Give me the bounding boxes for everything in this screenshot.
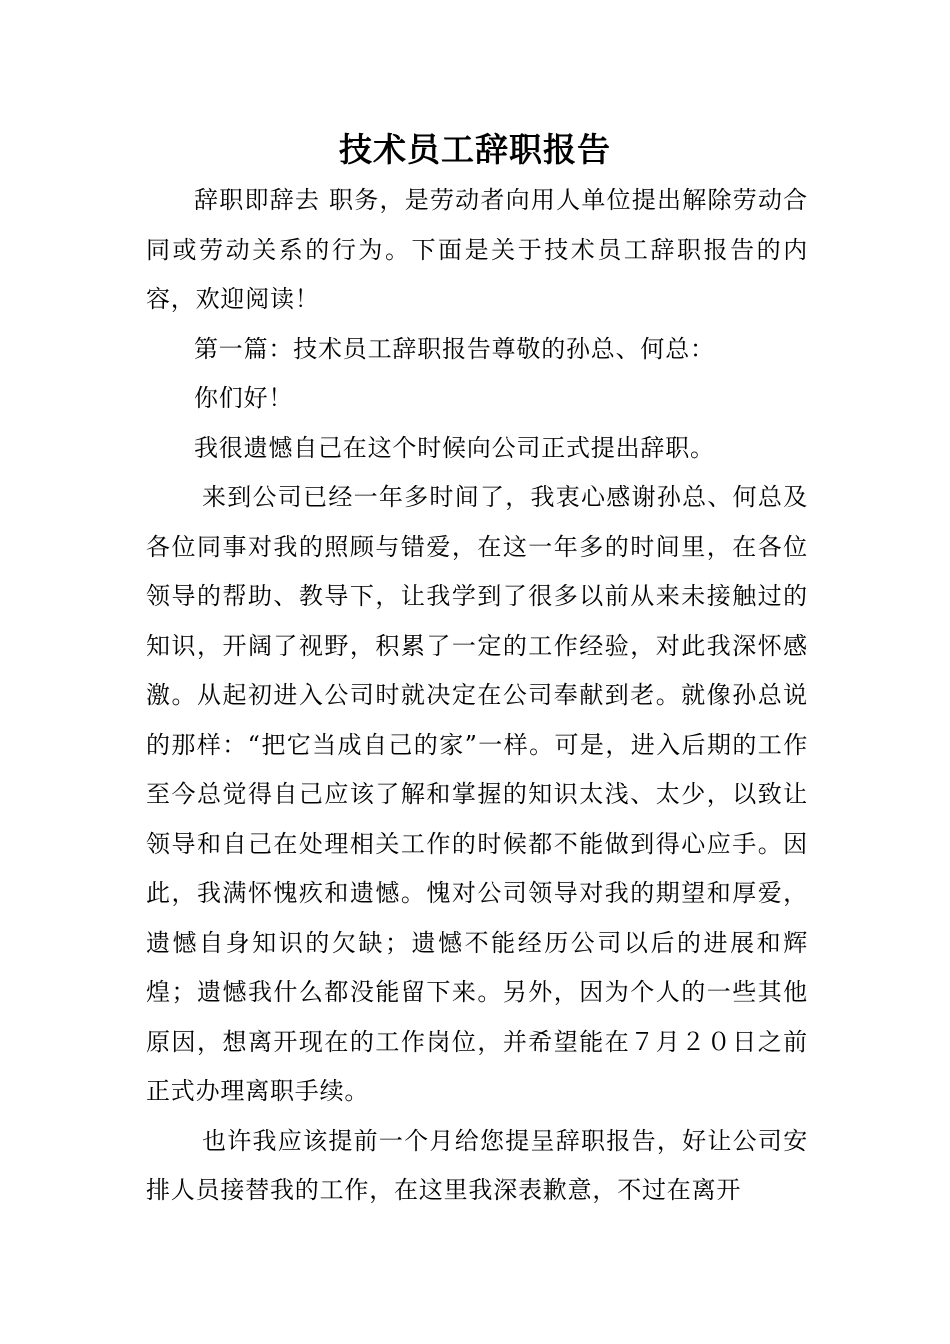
document-title: 技术员工辞职报告 bbox=[339, 130, 611, 169]
section-heading-paragraph: 第一篇：技术员工辞职报告尊敬的孙总、何总： bbox=[194, 334, 715, 363]
gratitude-paragraph: 来到公司已经一年多时间了，我衷心感谢孙总、何总及各位同事对我的照顾与错爱，在这一年多的时间里，在各位领导的帮助、教导下，让我学到了很多以前从来未接触过的知识，开阔了视野，积累了一定的工作经验，对此我深怀感激。从起初进入公司时就决定在公司奉献到老。就像孙总说的那样：“把它当成自己的家”一样。可是，进入后期的工作至今总觉得自己应该了解和掌握的知识太浅、太少，以致让领导和自己在处理相关工作的时候都不能做到得心应手。因此，我满怀愧疚和遗憾。愧对公司领导对我的期望和厚爱，遗憾自身知识的欠缺；遗憾不能经历公司以后的进展和辉煌；遗憾我什么都没能留下来。另外，因为个人的一些其他原因，想离开现在的工作岗位，并希望能在７月２０日之前正式办理离职手续。 bbox=[146, 483, 808, 1105]
apology-paragraph: 也许我应该提前一个月给您提呈辞职报告，好让公司安排人员接替我的工作，在这里我深表歉意，不过在离开 bbox=[146, 1126, 808, 1204]
document-body bbox=[146, 176, 808, 1216]
intro-paragraph: 辞职即辞去 职务，是劳动者向用人单位提出解除劳动合同或劳动关系的行为。下面是关于技术员工辞职报告的内容，欢迎阅读！ bbox=[146, 186, 808, 313]
greeting-paragraph: 你们好！ bbox=[194, 384, 294, 412]
resignation-statement-paragraph: 我很遗憾自己在这个时候向公司正式提出辞职。 bbox=[194, 433, 715, 462]
